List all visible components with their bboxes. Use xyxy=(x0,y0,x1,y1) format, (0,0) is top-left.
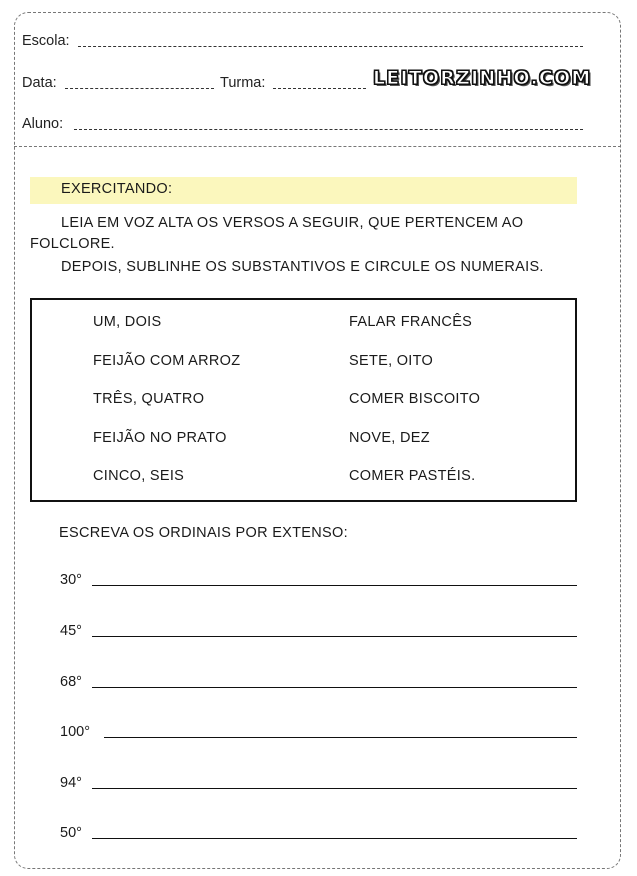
ordinal-answer-line[interactable] xyxy=(92,585,577,586)
header-separator xyxy=(14,146,621,147)
date-label: Data: xyxy=(22,75,57,91)
ordinal-label: 50° xyxy=(60,825,82,841)
ordinal-label: 94° xyxy=(60,775,82,791)
instruction-line-2: FOLCLORE. xyxy=(30,236,115,252)
class-field[interactable] xyxy=(273,88,366,89)
verse-right-4: NOVE, DEZ xyxy=(349,430,430,446)
ordinal-answer-line[interactable] xyxy=(92,788,577,789)
ordinal-answer-line[interactable] xyxy=(92,838,577,839)
date-field[interactable] xyxy=(65,88,214,89)
student-field[interactable] xyxy=(74,129,583,130)
verse-left-5: CINCO, SEIS xyxy=(93,468,185,484)
ordinal-label: 68° xyxy=(60,674,82,690)
site-logo: LEITORZINHO.COM xyxy=(373,67,592,89)
ordinals-instruction: ESCREVA OS ORDINAIS POR EXTENSO: xyxy=(59,525,348,541)
verse-right-3: COMER BISCOITO xyxy=(349,391,481,407)
class-label: Turma: xyxy=(220,75,266,91)
verse-left-2: FEIJÃO COM ARROZ xyxy=(93,353,241,369)
instruction-line-1: LEIA EM VOZ ALTA OS VERSOS A SEGUIR, QUE PERTENCEM AO xyxy=(61,215,524,231)
school-field[interactable] xyxy=(78,46,583,47)
verse-left-1: UM, DOIS xyxy=(93,314,162,330)
ordinal-answer-line[interactable] xyxy=(92,636,577,637)
verse-right-2: SETE, OITO xyxy=(349,353,434,369)
verse-right-5: COMER PASTÉIS. xyxy=(349,468,476,484)
exercise-banner xyxy=(30,177,577,204)
exercise-heading: EXERCITANDO: xyxy=(61,181,173,197)
instruction-line-3: DEPOIS, SUBLINHE OS SUBSTANTIVOS E CIRCULE OS NUMERAIS. xyxy=(61,259,544,275)
ordinal-label: 45° xyxy=(60,623,82,639)
school-label: Escola: xyxy=(22,33,70,49)
ordinal-label: 100° xyxy=(60,724,90,740)
verse-left-4: FEIJÃO NO PRATO xyxy=(93,430,227,446)
ordinal-label: 30° xyxy=(60,572,82,588)
verse-left-3: TRÊS, QUATRO xyxy=(93,391,205,407)
student-label: Aluno: xyxy=(22,116,64,132)
ordinal-answer-line[interactable] xyxy=(104,737,577,738)
verse-right-1: FALAR FRANCÊS xyxy=(349,314,473,330)
ordinal-answer-line[interactable] xyxy=(92,687,577,688)
